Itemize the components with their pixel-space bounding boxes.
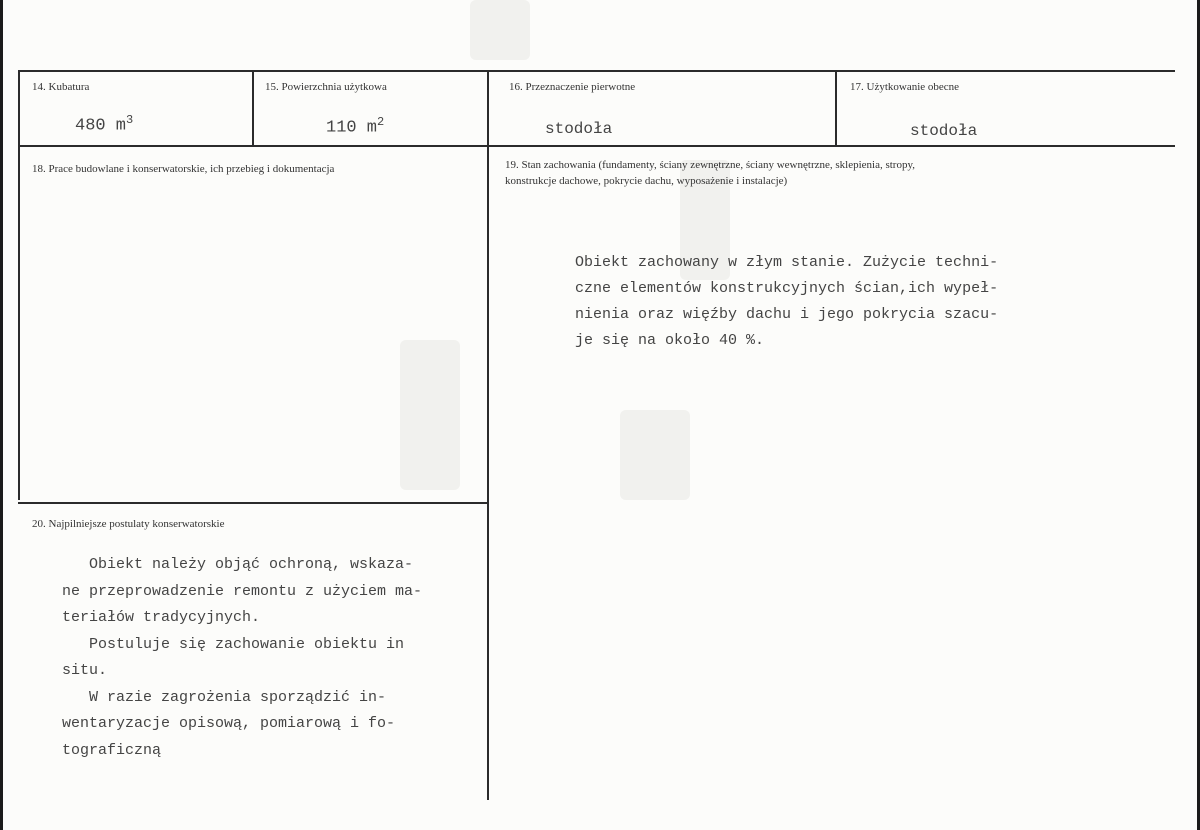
text-line: Obiekt zachowany w złym stanie. Zużycie techni- — [575, 254, 999, 271]
paper-stain — [470, 0, 530, 60]
text-line: W razie zagrożenia sporządzić in- — [62, 688, 387, 706]
field-18-label: 18. Prace budowlane i konserwatorskie, ich przebieg i dokumentacja — [32, 163, 335, 175]
text-line: je się na około 40 %. — [575, 332, 765, 349]
text-line: czne elementów konstrukcyjnych ścian,ich wypeł- — [575, 280, 999, 297]
text-line: tograficzną — [62, 741, 162, 759]
field-15-label: 15. Powierzchnia użytkowa — [265, 81, 387, 93]
field-16-value: stodoła — [545, 120, 613, 138]
paper-stain — [620, 410, 690, 500]
field-17-label: 17. Użytkowanie obecne — [850, 81, 960, 93]
field-16-label: 16. Przeznaczenie pierwotne — [509, 81, 636, 93]
field-17-value: stodoła — [910, 122, 978, 140]
text-line: wentaryzacje opisową, pomiarową i fo- — [62, 715, 396, 732]
rule-col3 — [835, 70, 837, 146]
field-20-label: 20. Najpilniejsze postulaty konserwatorskie — [32, 518, 225, 530]
text-line: nienia oraz więźby dachu i jego pokrycia szacu- — [575, 306, 999, 323]
rule-row1 — [18, 145, 1175, 147]
rule-top — [18, 70, 1175, 72]
rule-row2-left — [18, 502, 488, 504]
field-19-text — [575, 250, 998, 354]
rule-col-mid — [487, 70, 489, 800]
field-19-label-line2: konstrukcje dachowe, pokrycie dachu, wyposażenie i instalacje) — [505, 175, 788, 187]
paper-stain — [400, 340, 460, 490]
rule-col1 — [252, 70, 254, 146]
text-line: teriałów tradycyjnych. — [62, 609, 261, 626]
field-14-label: 14. Kubatura — [32, 81, 90, 93]
field-14-value: 480 $m^3$ — [75, 113, 134, 136]
field-15-value: 110 $m^2$ — [326, 115, 385, 138]
text-line: situ. — [62, 662, 108, 679]
text-line: Postuluje się zachowanie obiektu in — [62, 635, 405, 653]
rule-left — [18, 70, 20, 500]
text-line: ne przeprowadzenie remontu z użyciem ma- — [62, 582, 423, 600]
field-20-text — [62, 552, 422, 764]
scan-edge-left — [0, 0, 3, 830]
field-19-label-line1: 19. Stan zachowania (fundamenty, ściany zewnętrzne, ściany wewnętrzne, sklepienia, stropy, — [505, 159, 916, 171]
text-line: Obiekt należy objąć ochroną, wskaza- — [62, 556, 414, 573]
